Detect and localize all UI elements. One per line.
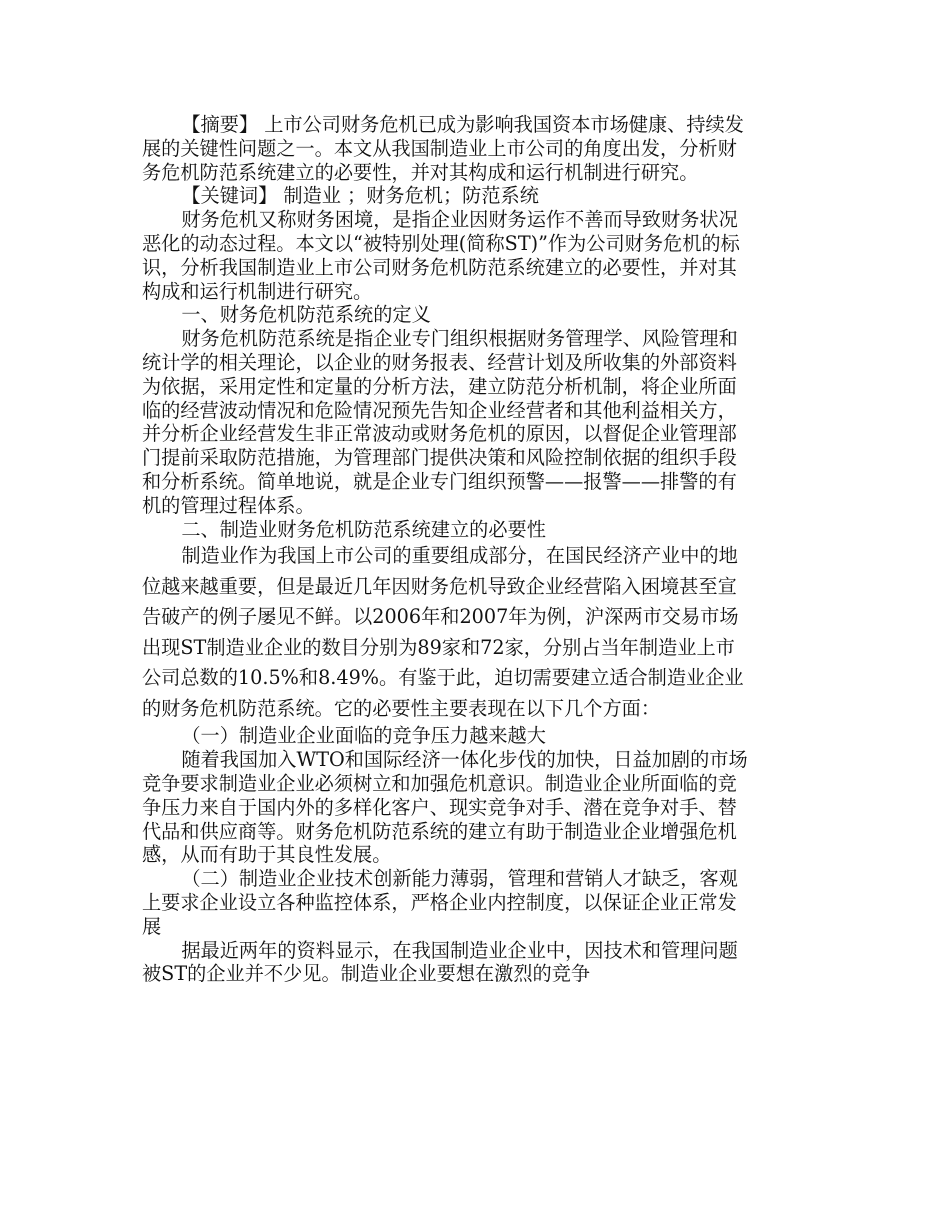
section-heading-2: 二、制造业财务危机防范系统建立的必要性 — [181, 517, 546, 541]
body-paragraph-2: 财务危机防范系统是指企业专门组织根据财务管理学、风险管理和统计学的相关理论，以企业的财务报表、经营计划及所收集的外部资料为依据，采用定性和定量的分析方法，建立防范分析机制，将企业所面临的经营波动情况和危险情况预先告知企业经营者和其他利益相关方，并分析企业经营发生非正常波动或财务危机的原因，以督促企业管理部门提前采取防范措施，为管理部门提供决策和风险控制依据的组织手段和分析系统。简单地说，就是企业专门组织预警——报警——排警的有机的管理过程体系。 — [142, 327, 738, 517]
abstract-text: 上市公司财务危机已成为影响我国资本市场健康、持续发展的关键性问题之一。本文从我国制造业上市公司的角度出发，分析财务危机防范系统建立的必要性，并对其构成和运行机制进行研究。 — [142, 113, 744, 184]
subsection-heading-1: （一）制造业企业面临的竞争压力越来越大 — [181, 724, 546, 748]
body-paragraph-4: 随着我国加入WTO和国际经济一体化步伐的加快，日益加剧的市场竞争要求制造业企业必须树立和加强危机意识。制造业企业所面临的竞争压力来自于国内外的多样化客户、现实竞争对手、潜在竞争对手、替代品和供应商等。财务危机防范系统的建立有助于制造业企业增强危机感，从而有助于其良性发展。 — [142, 748, 748, 867]
keywords-label: 【关键词】 — [181, 184, 278, 208]
body-paragraph-3: 制造业作为我国上市公司的重要组成部分，在国民经济产业中的地位越来越重要，但是最近几年因财务危机导致企业经营陷入困境甚至宣告破产的例子屡见不鲜。以2006年和2007年为例，沪深两市交易市场出现ST制造业企业的数目分别为89家和72家，分别占当年制造业上市公司总数的10.5%和8.49%。有鉴于此，迫切需要建立适合制造业企业的财务危机防范系统。它的必要性主要表现在以下几个方面： — [142, 544, 744, 720]
keywords-paragraph — [142, 184, 748, 208]
keywords-text: 制造业 ；财务危机；防范系统 — [277, 184, 539, 208]
body-paragraph-1: 财务危机又称财务困境，是指企业因财务运作不善而导致财务状况恶化的动态过程。本文以“被特别处理(简称ST)”作为公司财务危机的标识，分析我国制造业上市公司财务危机防范系统建立的必要性，并对其构成和运行机制进行研究。 — [142, 208, 740, 303]
section-heading-1: 一、财务危机防范系统的定义 — [181, 303, 431, 327]
subsection-heading-2: （二）制造业企业技术创新能力薄弱，管理和营销人才缺乏，客观上要求企业设立各种监控体系，严格企业内控制度，以保证企业正常发展 — [142, 867, 738, 938]
body-paragraph-5: 据最近两年的资料显示，在我国制造业企业中，因技术和管理问题被ST的企业并不少见。制造业企业要想在激烈的竞争 — [142, 938, 738, 986]
abstract-label: 【摘要】 — [181, 113, 259, 136]
abstract-paragraph — [142, 113, 748, 184]
document-body — [142, 113, 748, 986]
